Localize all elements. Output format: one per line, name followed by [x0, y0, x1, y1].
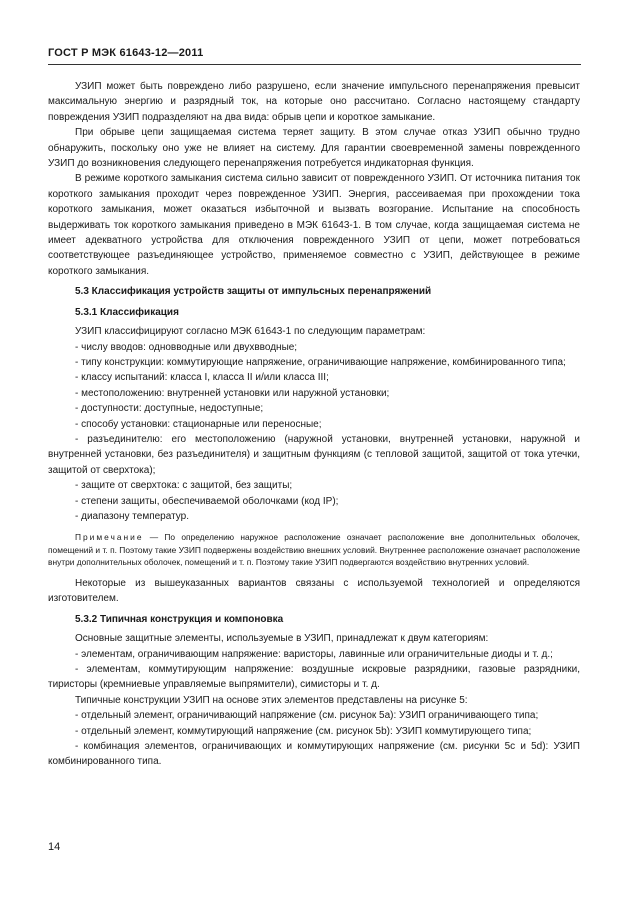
paragraph-open-circuit: При обрыве цепи защищаемая система теряет защиту. В этом случае отказ УЗИП обычно трудно обнаружить, поскольку оно уже не влияет на систему. Для гарантии своевременной замены поврежденного УЗИП до возникновения следующего перенапряжения потребуется индикаторная функция.	[48, 127, 580, 170]
section-heading-5-3-1: 5.3.1 Классификация	[75, 306, 179, 318]
list-item: - защите от сверхтока: с защитой, без защиты;	[75, 480, 293, 492]
page-body	[48, 79, 580, 770]
section-heading-5-3-2: 5.3.2 Типичная конструкция и компоновка	[75, 613, 284, 625]
note-label: Примечание	[75, 532, 144, 543]
paragraph-manufacturer: Некоторые из вышеуказанных вариантов связаны с используемой технологией и определяются изготовителем.	[48, 577, 580, 605]
list-item: - комбинация элементов, ограничивающих и коммутирующих напряжение (см. рисунки 5c и 5d): УЗИП комбинированного типа.	[48, 740, 580, 768]
note	[48, 531, 580, 569]
note-text: — По определению наружное расположение означает расположение вне дополнительных оболочек, помещений и т. п. Поэтому такие УЗИП подвержены воздействию внешних условий. Внутреннее расположение означает расположение внутри дополнительных оболочек, помещений и т. п. Поэтому такие УЗИП подвергаются воздействию внутренних условий.	[48, 532, 580, 568]
list-item: - отдельный элемент, ограничивающий напряжение (см. рисунок 5a): УЗИП ограничивающего типа;	[75, 710, 539, 722]
list-item: - доступности: доступные, недоступные;	[75, 403, 264, 415]
header-rule	[48, 64, 581, 65]
typical-intro: Типичные конструкции УЗИП на основе этих элементов представлены на рисунке 5:	[75, 694, 468, 706]
page-header: ГОСТ Р МЭК 61643-12—2011	[48, 47, 204, 59]
classification-intro: УЗИП классифицируют согласно МЭК 61643-1 по следующим параметрам:	[75, 326, 426, 338]
paragraph-short-circuit: В режиме короткого замыкания система сильно зависит от поврежденного УЗИП. От источника питания ток короткого замыкания проходит через поврежденное УЗИП. Энергия, рассеиваемая при прохождении тока короткого замыкания, может оказаться избыточной и вызвать возгорание. Испытание на способность выдерживать ток короткого замыкания приведено в МЭК 61643-1. В том случае, когда защищаемая система не имеет адекватного устройства для отключения поврежденного УЗИП от цепи, может потребоваться соответствующее разъединяющее устройство, применяемое совместно с УЗИП, действующее в режиме короткого замыкания.	[48, 173, 580, 277]
list-item: - диапазону температур.	[75, 510, 189, 522]
list-item: - отдельный элемент, коммутирующий напряжение (см. рисунок 5b): УЗИП коммутирующего типа;	[75, 725, 532, 737]
list-item: - элементам, ограничивающим напряжение: варисторы, лавинные или ограничительные диоды и т. д.;	[75, 648, 553, 660]
list-item: - типу конструкции: коммутирующие напряжение, ограничивающие напряжение, комбинированного типа;	[75, 356, 566, 368]
list-item: - классу испытаний: класса I, класса II и/или класса III;	[75, 372, 329, 384]
list-item: - разъединителю: его местоположению (наружной установки, внутренней установки, наружной и внутренней установки, без разъединителя) и защитным функциям (с тепловой защитой, защитой от тока утечки, защитой от сверхтока);	[48, 433, 580, 476]
section-heading-5-3: 5.3 Классификация устройств защиты от импульсных перенапряжений	[75, 286, 432, 298]
paragraph-damage: УЗИП может быть повреждено либо разрушено, если значение импульсного перенапряжения превысит максимальную энергию и разрядный ток, на которые оно рассчитано. Согласно настоящему стандарту повреждения УЗИП подразделяют на два вида: обрыв цепи и короткое замыкание.	[48, 81, 580, 123]
list-item: - способу установки: стационарные или переносные;	[75, 418, 322, 430]
list-item: - местоположению: внутренней установки или наружной установки;	[75, 387, 390, 399]
page-number: 14	[48, 841, 61, 853]
list-item: - элементам, коммутирующим напряжение: воздушные искровые разрядники, газовые разрядники, тиристоры (кремниевые управляемые выпрямители), симисторы и т. д.	[48, 663, 580, 691]
construction-intro: Основные защитные элементы, используемые в УЗИП, принадлежат к двум категориям:	[75, 633, 489, 645]
list-item: - числу вводов: одновводные или двухвводные;	[75, 341, 298, 353]
list-item: - степени защиты, обеспечиваемой оболочками (код IP);	[75, 495, 339, 507]
